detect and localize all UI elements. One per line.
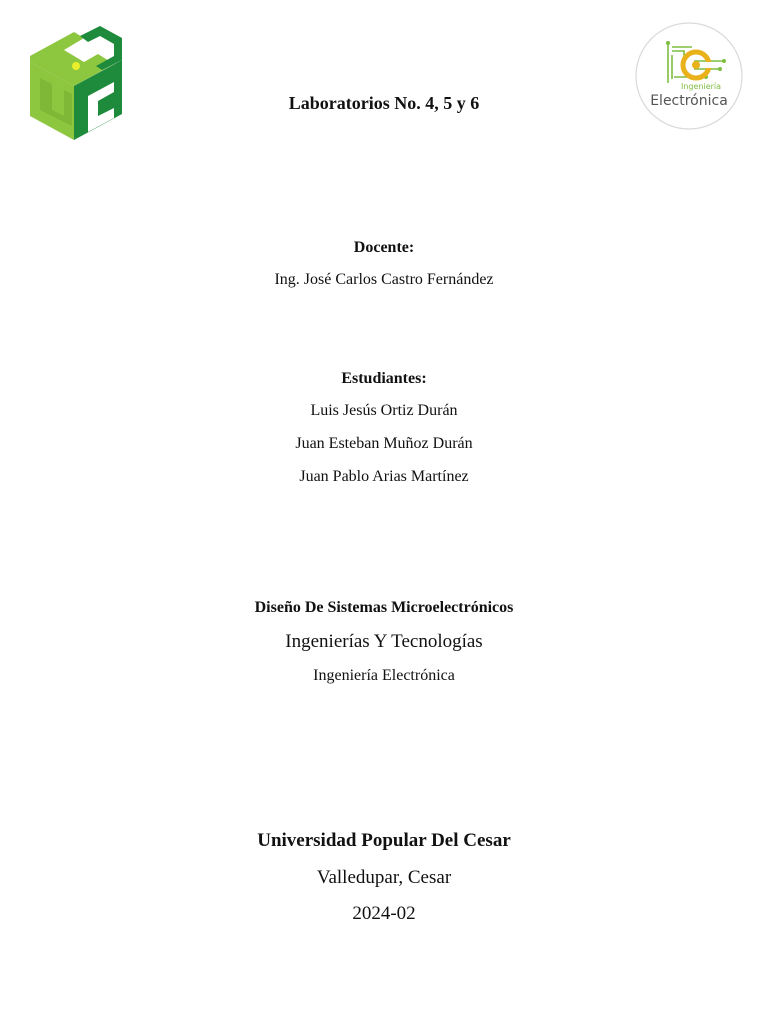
teacher-name: Ing. José Carlos Castro Fernández bbox=[274, 271, 494, 288]
course-program: Ingeniería Electrónica bbox=[313, 667, 455, 684]
course-faculty: Ingenierías Y Tecnologías bbox=[285, 631, 483, 652]
student-name-3: Juan Pablo Arias Martínez bbox=[299, 468, 469, 485]
document-title: Laboratorios No. 4, 5 y 6 bbox=[288, 93, 480, 113]
course-subject: Diseño De Sistemas Microelectrónicos bbox=[254, 599, 514, 616]
students-label: Estudiantes: bbox=[341, 370, 427, 387]
university-logo bbox=[26, 26, 126, 142]
institution-name: Universidad Popular Del Cesar bbox=[257, 830, 511, 851]
student-name-2: Juan Esteban Muñoz Durán bbox=[295, 435, 473, 452]
program-logo-line2: Electrónica bbox=[650, 93, 728, 109]
program-logo-line1: Ingeniería bbox=[681, 82, 722, 91]
academic-period: 2024-02 bbox=[352, 903, 416, 924]
institution-city: Valledupar, Cesar bbox=[316, 867, 452, 888]
teacher-label: Docente: bbox=[353, 239, 415, 256]
student-name-1: Luis Jesús Ortiz Durán bbox=[310, 402, 458, 419]
